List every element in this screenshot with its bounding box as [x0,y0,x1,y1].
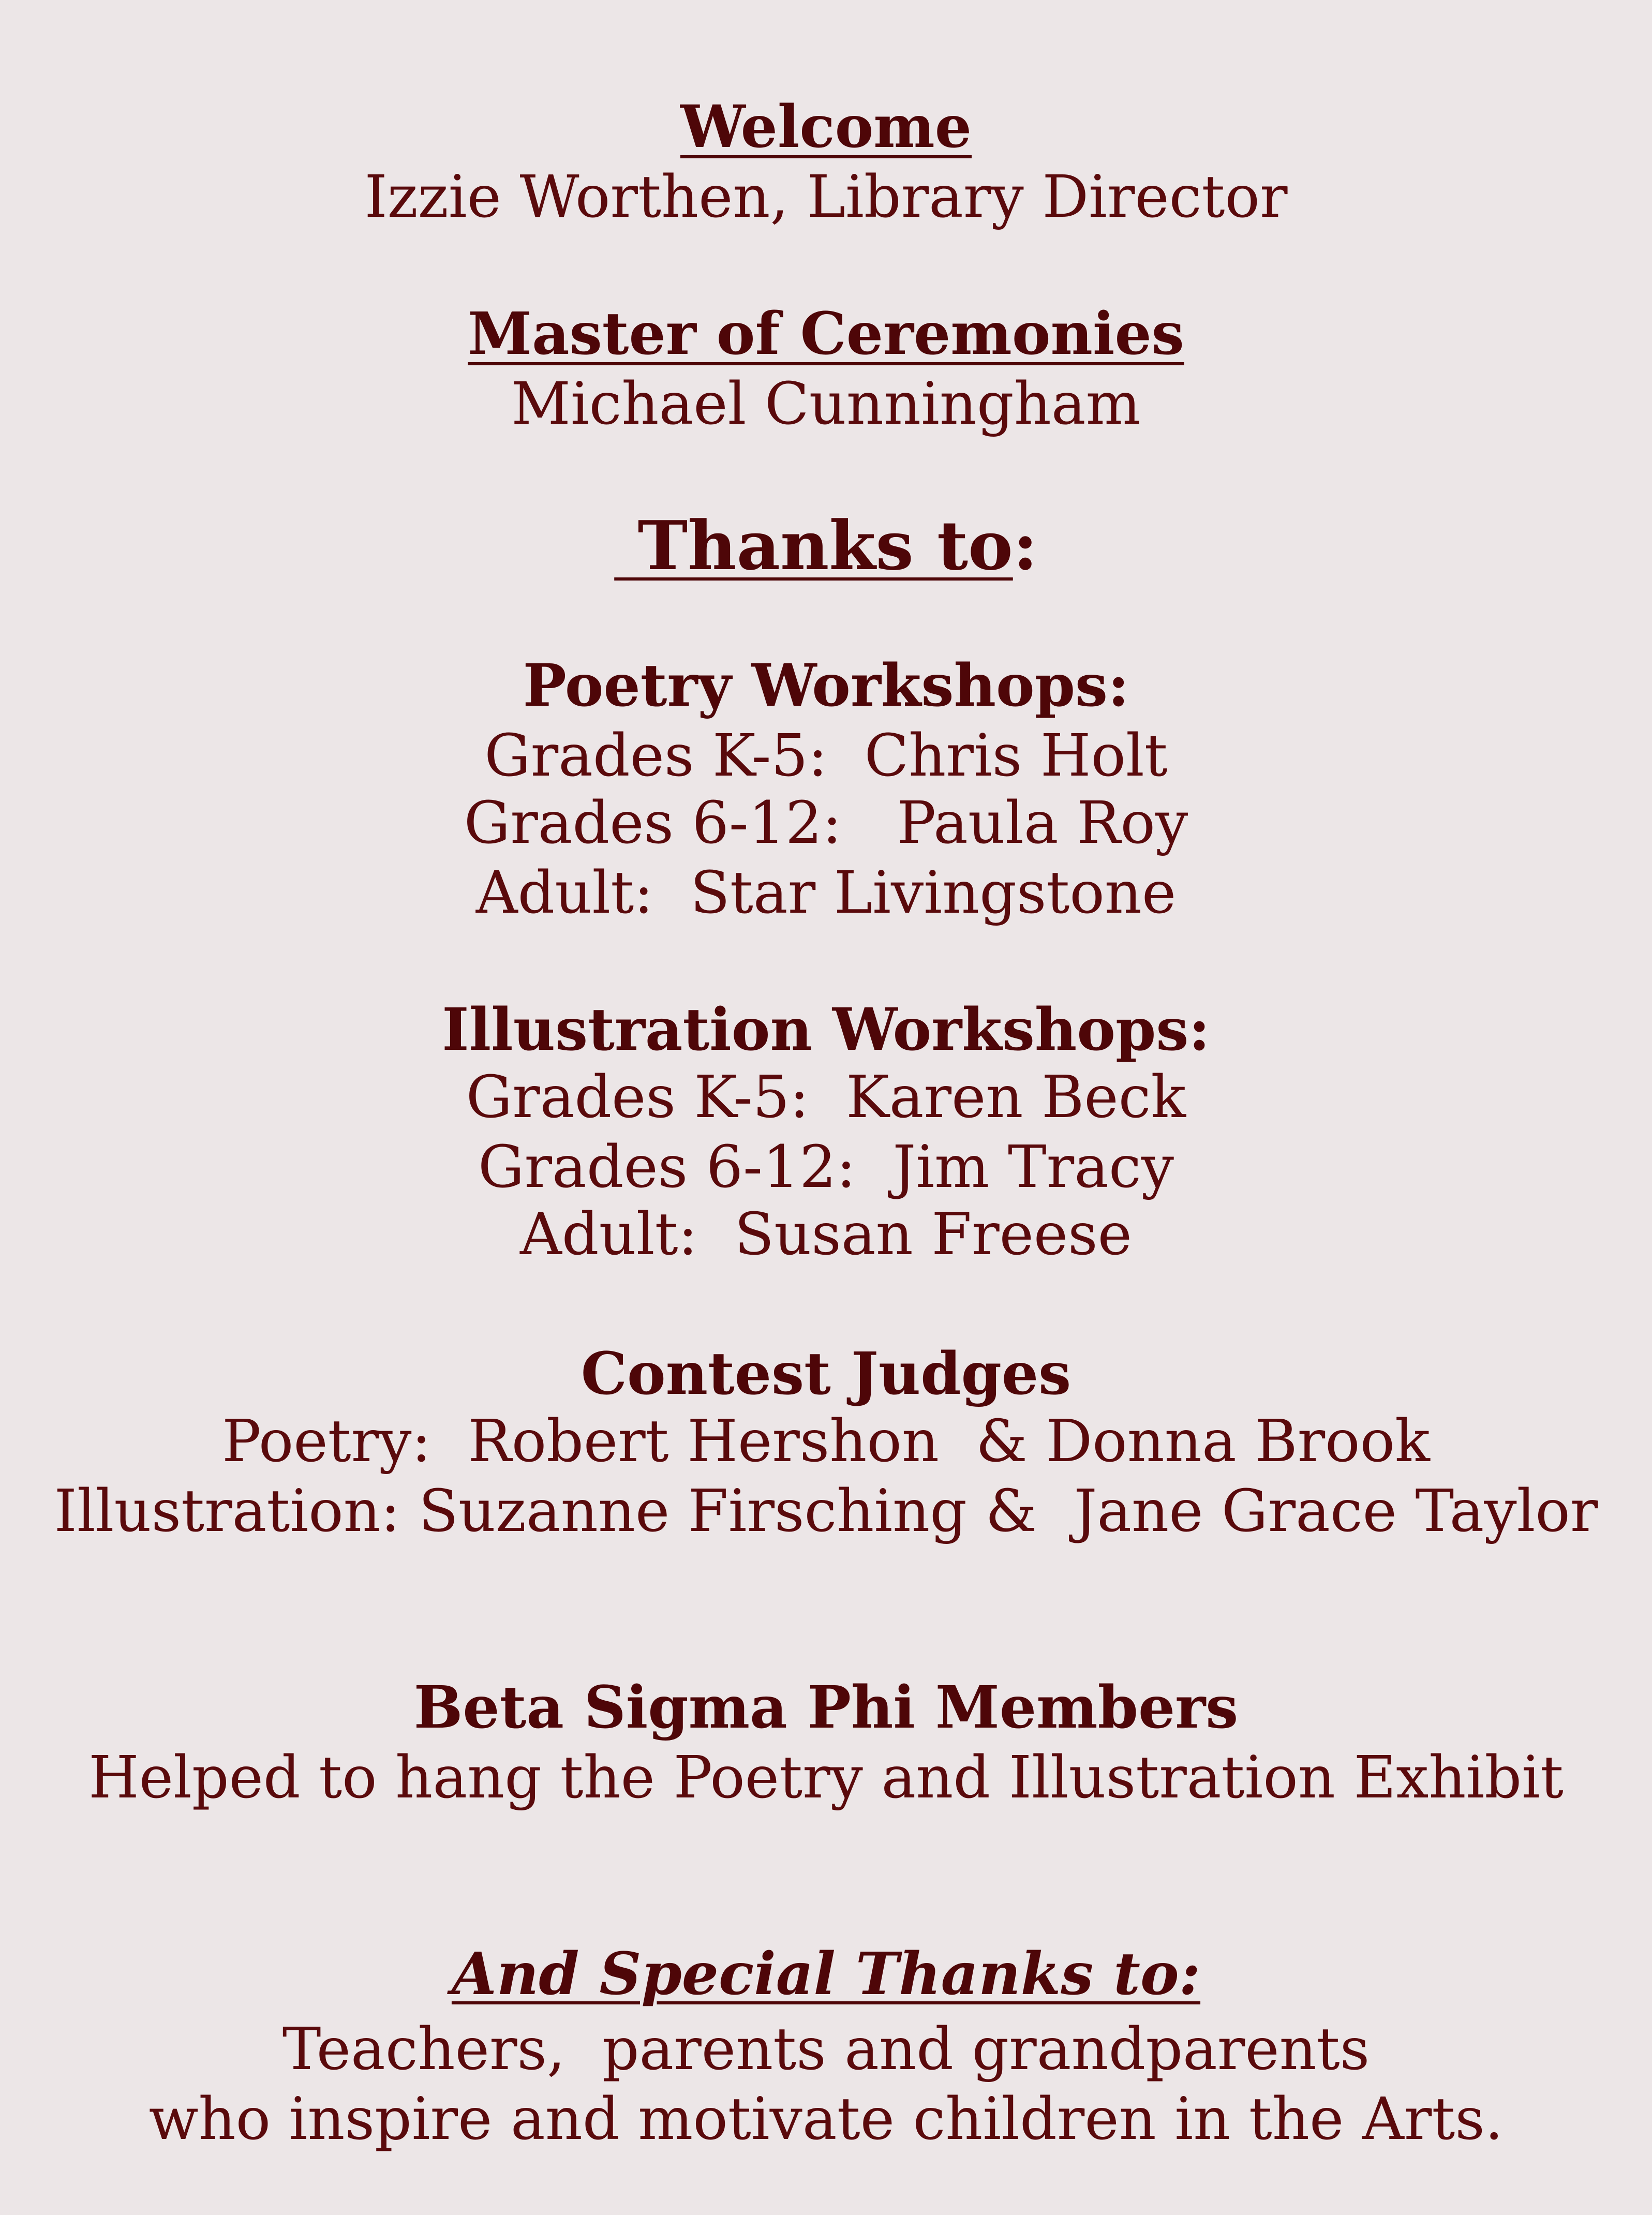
poetry-workshop-line: Grades 6-12: Paula Roy [464,790,1188,857]
thanks-to-colon: : [1013,506,1038,585]
master-of-ceremonies-heading: Master of Ceremonies [468,300,1184,368]
illustration-workshops-heading: Illustration Workshops: [442,996,1210,1064]
contest-judges-line: Illustration: Suzanne Firsching & Jane Grace Taylor [54,1478,1598,1545]
beta-sigma-phi-line: Helped to hang the Poetry and Illustration Exhibit [88,1744,1564,1811]
special-thanks-line: Teachers, parents and grandparents [282,2016,1370,2083]
poetry-workshop-line: Grades K-5: Chris Holt [484,722,1168,790]
welcome-heading: Welcome [680,93,972,161]
illustration-workshop-line: Adult: Susan Freese [520,1201,1132,1268]
welcome-name: Izzie Worthen, Library Director [364,163,1288,231]
illustration-workshop-line: Grades K-5: Karen Beck [466,1064,1186,1131]
special-thanks-line: who inspire and motivate children in the Arts. [148,2086,1504,2153]
contest-judges-heading: Contest Judges [581,1340,1071,1408]
thanks-to-heading [0,506,1652,585]
master-of-ceremonies-name: Michael Cunningham [511,370,1141,438]
illustration-workshop-line: Grades 6-12: Jim Tracy [478,1134,1174,1201]
beta-sigma-phi-heading: Beta Sigma Phi Members [413,1674,1239,1742]
poetry-workshops-heading: Poetry Workshops: [523,652,1129,720]
contest-judges-line: Poetry: Robert Hershon & Donna Brook [222,1408,1430,1475]
poetry-workshop-line: Adult: Star Livingstone [475,859,1177,927]
special-thanks-heading: And Special Thanks to: [451,1940,1201,2008]
thanks-to-label: Thanks to [614,506,1013,585]
